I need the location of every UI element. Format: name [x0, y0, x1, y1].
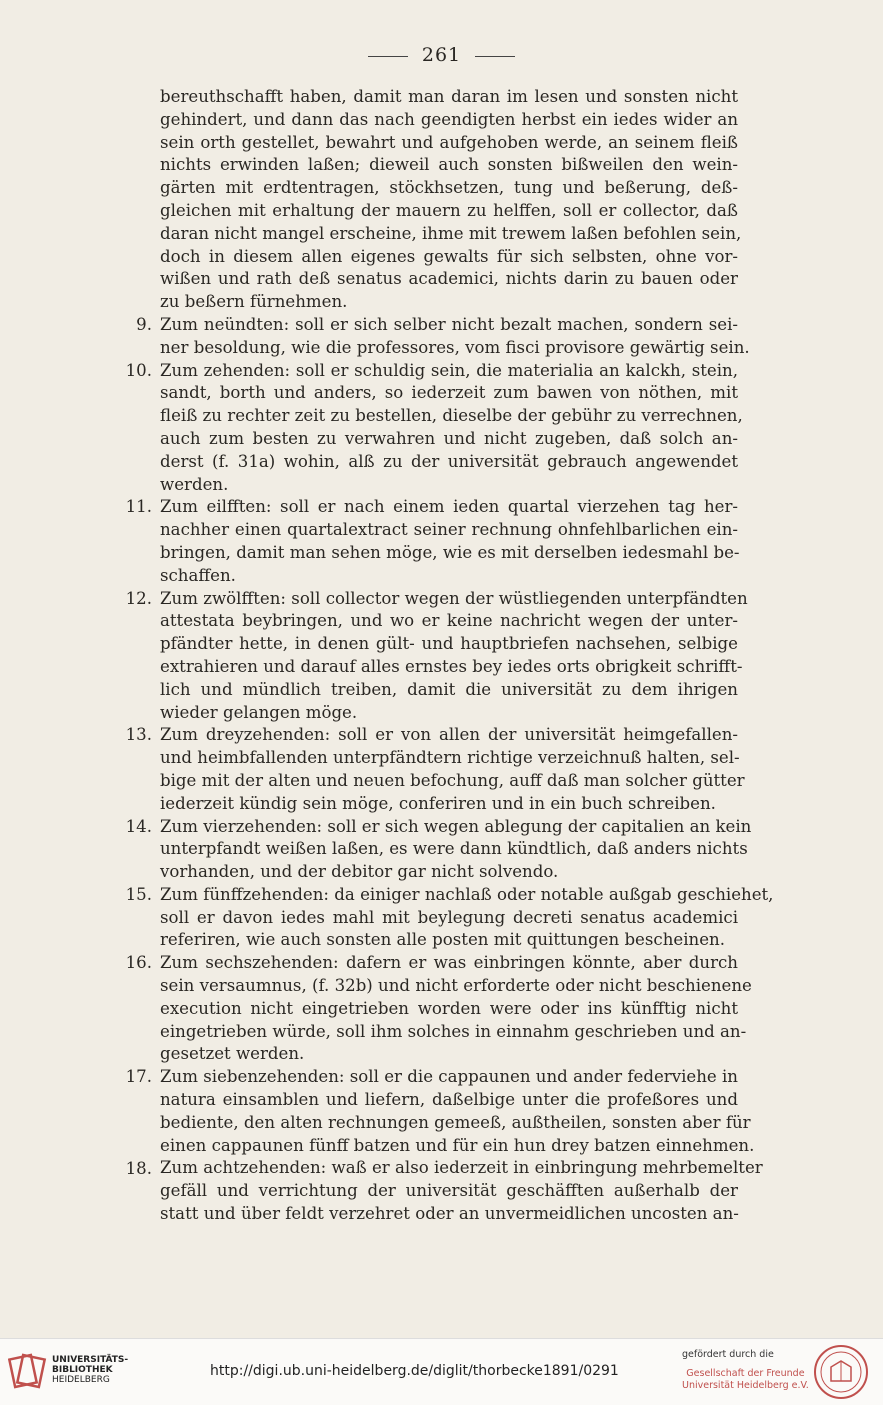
- text-line: lich und mündlich treiben, damit die universität zu dem ihrigen: [160, 679, 738, 699]
- text-line: Zum dreyzehenden: soll er von allen der universität heimgefallen-: [160, 725, 738, 745]
- paragraph-number: 9.: [136, 315, 152, 334]
- sponsor-org-line1: Gesellschaft der Freunde: [686, 1368, 805, 1379]
- text-line: referiren, wie auch sonsten alle posten mit quittungen bescheinen.: [160, 930, 725, 950]
- header-dash-left: [368, 56, 408, 57]
- paragraph-number: 12.: [125, 588, 152, 608]
- text-line: eingetrieben würde, soll ihm solches in einnahm geschrieben und an-: [160, 1021, 747, 1041]
- page-header: [0, 44, 883, 66]
- text-line: gefäll und verrichtung der universität geschäfften außerhalb der: [160, 1181, 738, 1201]
- sponsor-org: [682, 1368, 809, 1392]
- text-line: gleichen mit erhaltung der mauern zu helffen, soll er collector, daß: [160, 200, 738, 220]
- sponsor-org-line2: Universität Heidelberg e.V.: [682, 1380, 809, 1391]
- page-number: 261: [421, 44, 462, 66]
- paragraph-number: 15.: [125, 885, 152, 904]
- text-line: Zum sechszehenden: dafern er was einbringen könnte, aber durch: [160, 953, 738, 973]
- text-line: nachher einen quartalextract seiner rechnung ohnfehlbarlichen ein-: [160, 520, 738, 540]
- library-name-line3: HEIDELBERG: [52, 1375, 110, 1385]
- paragraph-number: 10.: [125, 360, 152, 380]
- paragraph-number: 11.: [125, 497, 152, 517]
- paragraph-number: 13.: [125, 725, 152, 745]
- text-line: schaffen.: [160, 565, 236, 585]
- text-line: pfändter hette, in denen gült- und hauptbriefen nachsehen, selbige: [160, 634, 738, 654]
- paragraph-number: 16.: [125, 953, 152, 973]
- text-line: fleiß zu rechter zeit zu bestellen, dieselbe der gebühr zu verrechnen,: [160, 406, 743, 426]
- text-line: unterpfandt weißen laßen, es were dann kündtlich, daß anders nichts: [160, 839, 748, 859]
- library-name-line2: BIBLIOTHEK: [52, 1365, 113, 1375]
- text-line: gehindert, und dann das nach geendigten herbst ein iedes wider an: [160, 109, 738, 129]
- text-line: werden.: [160, 474, 229, 494]
- text-line: Zum zehenden: soll er schuldig sein, die materialia an kalckh, stein,: [160, 360, 738, 380]
- text-line: statt und über feldt verzehret oder an unvermeidlichen uncosten an-: [160, 1204, 739, 1224]
- text-line: derst (f. 31a) wohin, alß zu der universität gebrauch angewendet: [160, 451, 738, 471]
- sponsor-block[interactable]: [682, 1349, 809, 1392]
- text-line: gärten mit erdtentragen, stöckhsetzen, tung und beßerung, deß-: [160, 178, 738, 198]
- paragraph-number: 14.: [125, 816, 152, 836]
- text-line: natura einsamblen und liefern, daßelbige unter die profeßores und: [160, 1090, 738, 1110]
- text-line: Zum vierzehenden: soll er sich wegen ablegung der capitalien an kein: [160, 816, 752, 836]
- text-line: sandt, borth und anders, so iederzeit zum bawen von nöthen, mit: [160, 383, 738, 403]
- text-line: Zum eilfften: soll er nach einem ieden quartal vierzehen tag her-: [160, 497, 738, 517]
- text-line: vorhanden, und der debitor gar nicht solvendo.: [160, 862, 559, 882]
- text-line: bereuthschafft haben, damit man daran im lesen und sonsten nicht: [160, 87, 738, 106]
- text-line: ner besoldung, wie die professores, vom fisci provisore gewärtig sein.: [160, 337, 750, 357]
- permalink-url[interactable]: http://digi.ub.uni-heidelberg.de/diglit/thorbecke1891/0291: [210, 1363, 619, 1379]
- text-line: bediente, den alten rechnungen gemeeß, außtheilen, sonsten aber für: [160, 1112, 751, 1132]
- text-line: attestata beybringen, und wo er keine nachricht wegen der unter-: [160, 611, 738, 631]
- text-line: extrahieren und darauf alles ernstes bey iedes orts obrigkeit schrifft-: [160, 656, 743, 676]
- text-line: execution nicht eingetrieben worden were oder ins künfftig nicht: [160, 998, 738, 1018]
- text-line: Zum siebenzehenden: soll er die cappaunen und ander federviehe in: [160, 1067, 738, 1087]
- text-line: bringen, damit man sehen möge, wie es mit derselben iedesmahl be-: [160, 542, 740, 562]
- footer-bar: [0, 1338, 883, 1405]
- text-line: und heimbfallenden unterpfändtern richtige verzeichnuß halten, sel-: [160, 748, 740, 768]
- university-seal-icon[interactable]: [812, 1343, 870, 1401]
- text-line: Zum fünffzehenden: da einiger nachlaß oder notable außgab geschiehet,: [160, 884, 774, 904]
- text-line: zu beßern fürnehmen.: [160, 292, 348, 312]
- library-logo-icon[interactable]: [8, 1351, 48, 1391]
- library-name-line1: UNIVERSITÄTS-: [52, 1355, 129, 1365]
- sponsor-label: gefördert durch die: [682, 1349, 774, 1360]
- text-line: Zum zwölfften: soll collector wegen der wüstliegenden unterpfändten: [160, 588, 748, 608]
- paragraph-number: 18.: [125, 1158, 152, 1178]
- text-line: doch in diesem allen eigenes gewalts für sich selbsten, ohne vor-: [160, 246, 738, 266]
- text-line: Zum neündten: soll er sich selber nicht bezalt machen, sondern sei-: [160, 314, 738, 334]
- text-line: sein orth gestellet, bewahrt und aufgehoben werde, an seinem fleiß: [160, 132, 738, 152]
- text-line: wißen und rath deß senatus academici, nichts darin zu bauen oder: [160, 269, 738, 289]
- text-line: iederzeit kündig sein möge, conferiren und in ein buch schreiben.: [160, 793, 716, 813]
- text-line: daran nicht mangel erscheine, ihme mit trewem laßen befohlen sein,: [160, 223, 742, 243]
- library-name[interactable]: [52, 1355, 128, 1385]
- text-line: soll er davon iedes mahl mit beylegung decreti senatus academici: [160, 907, 738, 927]
- text-line: einen cappaunen fünff batzen und für ein hun drey batzen einnehmen.: [160, 1135, 755, 1155]
- text-line: gesetzet werden.: [160, 1044, 305, 1064]
- text-line: sein versaumnus, (f. 32b) und nicht erforderte oder nicht beschienene: [160, 976, 752, 996]
- paragraph-number: 17.: [125, 1067, 152, 1087]
- text-line: bige mit der alten und neuen befochung, auff daß man solcher gütter: [160, 770, 745, 790]
- header-dash-right: [475, 56, 515, 57]
- text-line: Zum achtzehenden: waß er also iederzeit in einbringung mehrbemelter: [160, 1158, 763, 1178]
- text-line: wieder gelangen möge.: [160, 702, 358, 722]
- body-text: [125, 86, 774, 1226]
- text-line: auch zum besten zu verwahren und nicht zugeben, daß solch an-: [160, 428, 738, 448]
- text-line: nichts erwinden laßen; dieweil auch sonsten bißweilen den wein-: [160, 155, 738, 175]
